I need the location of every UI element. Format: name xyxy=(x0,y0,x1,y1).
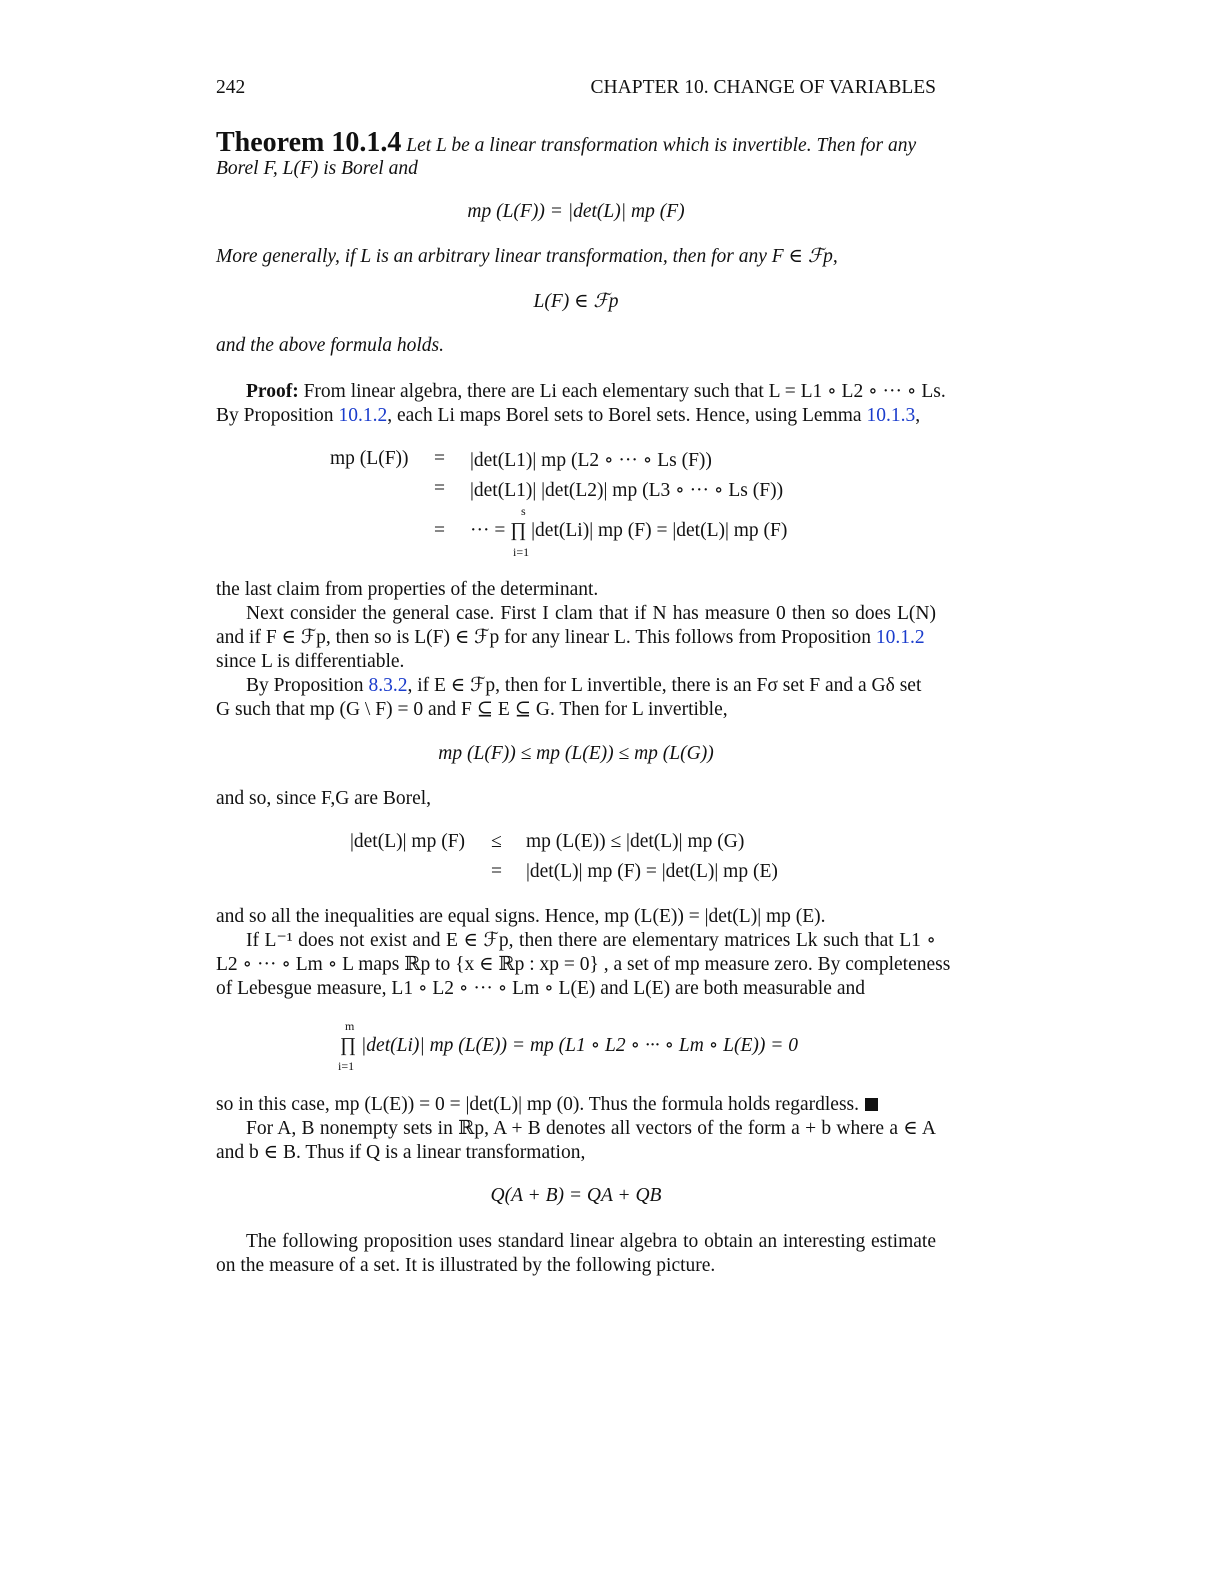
ref-proposition-10-1-2[interactable]: 10.1.2 xyxy=(338,405,388,426)
proof-line-12: L2 ∘ ··· ∘ Lm ∘ L maps ℝp to {x ∈ ℝp : xp = 0} , a set of mp measure zero. By completeness xyxy=(216,954,951,975)
theorem-text-4: and the above formula holds. xyxy=(216,335,445,356)
proof-line-14: so in this case, mp (L(E)) = 0 = |det(L)| mp (0). Thus the formula holds regardless. xyxy=(216,1093,936,1117)
running-header: CHAPTER 10. CHANGE OF VARIABLES xyxy=(590,77,936,98)
proof-line-9: and so, since F,G are Borel, xyxy=(216,788,432,809)
proof-line-3: the last claim from properties of the determinant. xyxy=(216,579,599,600)
theorem-text-2: Borel F, L(F) is Borel and xyxy=(216,158,418,179)
proof-line-2: By Proposition 10.1.2, each Li maps Borel sets to Borel sets. Hence, using Lemma 10.1.3, xyxy=(216,405,921,426)
align1-prod-lower: i=1 xyxy=(513,545,530,559)
theorem-text-3: More generally, if L is an arbitrary linear transformation, then for any F ∈ ℱp, xyxy=(216,246,838,267)
align2-rhs2: |det(L)| mp (F) = |det(L)| mp (E) xyxy=(526,861,778,882)
align2-rhs1: mp (L(E)) ≤ |det(L)| mp (G) xyxy=(526,831,745,852)
align1-prod-upper: s xyxy=(521,504,526,518)
qed-square-icon xyxy=(865,1098,878,1111)
eq4-body: ∏ |det(Li)| mp (L(E)) = mp (L1 ∘ L2 ∘ ··· ∘ Lm ∘ L(E)) = 0 xyxy=(340,1035,799,1056)
proof-line-8: G such that mp (G \ F) = 0 and F ⊆ E ⊆ G. Then for L invertible, xyxy=(216,699,728,720)
proof-line-1: Proof: From linear algebra, there are Li each elementary such that L = L1 ∘ L2 ∘ ··· ∘ Ls. xyxy=(246,381,946,402)
align2-rel2: = xyxy=(491,861,502,882)
after-line-3: The following proposition uses standard linear algebra to obtain an interesting estimate xyxy=(246,1231,936,1252)
align2-rel1: ≤ xyxy=(491,831,502,852)
after-line-1: For A, B nonempty sets in ℝp, A + B denotes all vectors of the form a + b where a ∈ A xyxy=(246,1118,936,1139)
page-number: 242 xyxy=(216,77,246,98)
theorem-label: Theorem 10.1.4 xyxy=(216,127,402,158)
ref-proposition-10-1-2-b[interactable]: 10.1.2 xyxy=(875,627,925,648)
proof-line-6: since L is differentiable. xyxy=(216,651,405,672)
align1-lhs: mp (L(F)) xyxy=(330,448,409,469)
align2-lhs: |det(L)| mp (F) xyxy=(350,831,466,852)
proof-line-13: of Lebesgue measure, L1 ∘ L2 ∘ ··· ∘ Lm ∘ L(E) and L(E) are both measurable and xyxy=(216,978,865,999)
equation-linearity: Q(A + B) = QA + QB xyxy=(490,1185,662,1206)
after-line-2: and b ∈ B. Thus if Q is a linear transformation, xyxy=(216,1142,586,1163)
proof-label: Proof: xyxy=(246,381,299,402)
align1-rel2: = xyxy=(434,478,445,499)
after-line-4: on the measure of a set. It is illustrated by the following picture. xyxy=(216,1255,716,1276)
proof-line-11: If L⁻¹ does not exist and E ∈ ℱp, then there are elementary matrices Lk such that L1 ∘ xyxy=(246,930,936,951)
align1-rhs1: |det(L1)| mp (L2 ∘ ··· ∘ Ls (F)) xyxy=(470,450,712,471)
theorem-text-1: Let L be a linear transformation which is invertible. Then for any xyxy=(406,135,917,156)
ref-lemma-10-1-3[interactable]: 10.1.3 xyxy=(866,405,916,426)
eq4-lower: i=1 xyxy=(338,1059,355,1073)
equation-measure-scaling: mp (L(F)) = |det(L)| mp (F) xyxy=(467,201,685,222)
proof-line-5: and if F ∈ ℱp, then so is L(F) ∈ ℱp for any linear L. This follows from Proposition 10.1.2 xyxy=(216,627,925,648)
align1-rel3: = xyxy=(434,520,445,541)
equation-monotone: mp (L(F)) ≤ mp (L(E)) ≤ mp (L(G)) xyxy=(438,743,714,764)
proof-line-4: Next consider the general case. First I clam that if N has measure 0 then so does L(N) xyxy=(246,603,936,624)
eq4-upper: m xyxy=(345,1019,355,1033)
align1-rhs2: |det(L1)| |det(L2)| mp (L3 ∘ ··· ∘ Ls (F)) xyxy=(470,480,784,501)
proof-line-10: and so all the inequalities are equal signs. Hence, mp (L(E)) = |det(L)| mp (E). xyxy=(216,906,826,927)
ref-proposition-8-3-2[interactable]: 8.3.2 xyxy=(368,675,408,696)
equation-measurable-image: L(F) ∈ ℱp xyxy=(533,291,619,312)
align1-rhs3: ··· = ∏ |det(Li)| mp (F) = |det(L)| mp (F) xyxy=(470,520,788,541)
proof-line-7: By Proposition 8.3.2, if E ∈ ℱp, then for L invertible, there is an Fσ set F and a Gδ set xyxy=(246,675,922,696)
align1-rel1: = xyxy=(434,448,445,469)
